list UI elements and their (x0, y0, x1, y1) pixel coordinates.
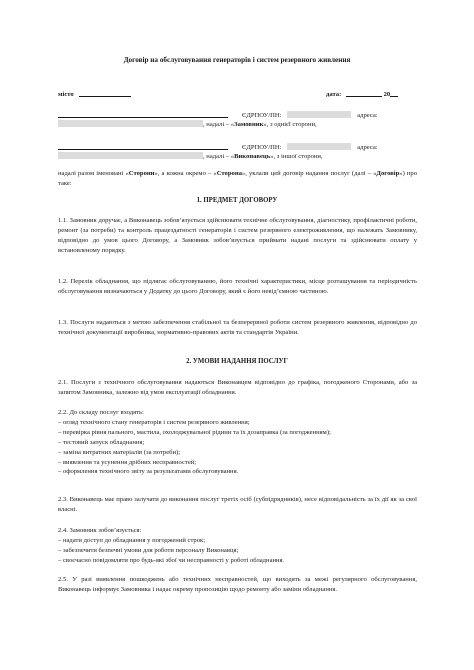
list-item: – забезпечити безпечні умови для роботи персоналу Виконавця; (58, 546, 239, 554)
customer-role: Замовник (234, 121, 264, 128)
paragraph-1-1: 1.1. Замовник доручає, а Виконавець зобов’язується здійснювати технічне обслуговування, діагностику, профілактичні роботи, ремонт (за потреби) та контроль працездатності генераторів і систем резервного електроживлення, що належать Замовнику, відповідно до умов цього Договору, а Замовник зобов’язується приймати надані послуги та здійснювати оплату у встановленому порядку. (58, 217, 417, 254)
section-1-heading: 1. ПРЕДМЕТ ДОГОВОРУ (196, 197, 278, 204)
date-row (326, 89, 398, 99)
contractor-post: », з іншої сторони, (270, 153, 323, 160)
paragraph-1-3: 1.3. Послуги надаються з метою забезпечення стабільної та безперервної роботи систем резервного живлення, відповідно до технічної документації виробника, нормативно-правових актів та стандартів України. (58, 319, 417, 336)
list-item: – своєчасно повідомляти про будь-які збої чи несправності у роботі обладнання. (58, 556, 285, 564)
intro-paragraph (58, 169, 417, 189)
paragraph-2-3: 2.3. Виконавець має право залучати до виконання послуг третіх осіб (субпідрядників), несе відповідальність за їх дії як за свої власні. (58, 496, 417, 513)
year-field[interactable] (390, 89, 398, 97)
intro-party: Сторона (216, 170, 242, 177)
date-label: дата: (326, 91, 342, 98)
contractor-role: Виконавець (234, 153, 271, 160)
list-item: – тестовий запуск обладнання; (58, 438, 145, 446)
contractor-address-field[interactable] (58, 152, 203, 159)
customer-post: », з одніє̈ї сторони, (263, 121, 317, 128)
edrpou-label: ЄДРПОУ/ПН: (242, 112, 282, 119)
paragraph-2-5: 2.5. У разі виявлення пошкоджень або технічних несправностей, що виходять за межі регулярного обслуговування, Виконавець інформує Замовника і надає окрему пропозицію щодо ремонту або заміни обладнання. (58, 576, 417, 593)
city-row (58, 89, 131, 99)
list-item: – перевірка рівня пального, мастила, охолоджувальної рідини та їх дозаправка (за погодженням); (58, 428, 331, 436)
customer-address-field[interactable] (58, 120, 203, 127)
intro-contract: Договір (376, 170, 400, 177)
city-field[interactable] (79, 89, 131, 97)
list-item: – надати доступ до обладнання у погоджений строк; (58, 536, 206, 544)
paragraph-2-2 (58, 408, 417, 477)
contractor-pre: , надалі – « (203, 153, 235, 160)
customer-row-2 (58, 120, 317, 129)
edrpou-label-2: ЄДРПОУ/ПН: (242, 144, 282, 151)
section-2-heading: 2. УМОВИ НАДАННЯ ПОСЛУГ (186, 358, 288, 365)
paragraph-2-4-title: 2.4. Замовник зобов’язується: (58, 527, 142, 534)
customer-row-1 (58, 110, 378, 120)
intro-text-3: », уклали цей договір надання (241, 170, 329, 177)
paragraph-2-2-title: 2.2. До складу послуг входять: (58, 409, 144, 416)
year-prefix: 20 (383, 91, 391, 98)
paragraph-2-4 (58, 526, 417, 566)
customer-edrpou-field[interactable] (287, 111, 351, 118)
contractor-edrpou-field[interactable] (287, 143, 351, 150)
paragraph-1-2: 1.2. Перелік обладнання, що підлягає обслуговуванню, його технічні характеристики, місце розташування та періодичність обслуговування визначаються у Додатку до цього Договору, який є його невід’ємною частиною. (58, 278, 417, 295)
list-item: – огляд технічного стану генераторів і систем резервного живлення; (58, 418, 250, 426)
customer-name-field[interactable] (58, 110, 228, 118)
list-item: – оформлення технічного звіту за результатами обслуговування. (58, 468, 239, 476)
intro-parties: Сторони (128, 170, 155, 177)
intro-text-5: ») про таке: (58, 170, 417, 187)
date-field[interactable] (346, 89, 382, 97)
contractor-row-1 (58, 142, 378, 152)
customer-pre: , надалі – « (203, 121, 235, 128)
address-label-2: адреса: (357, 144, 378, 151)
address-label: адреса: (357, 112, 378, 119)
list-item: – заміна витратних матеріалів (за потреби); (58, 448, 181, 456)
contractor-name-field[interactable] (58, 142, 228, 150)
list-item: – виявлення та усунення дрібних несправностей; (58, 458, 197, 466)
city-label: місто (58, 91, 74, 98)
intro-text-1: надалі разом іменовані « (58, 170, 129, 177)
document-title: Договір на обслуговування генераторів і систем резервного живлення (123, 56, 351, 64)
contractor-row-2 (58, 152, 323, 161)
paragraph-2-1: 2.1. Послуги з технічного обслуговування надаються Виконавцем відповідно до графіка, погодженого Сторонами, або за запитом Замовника, залежно від умов експлуатації обладнання. (58, 379, 417, 396)
intro-text-2: », а кожна окремо – « (154, 170, 217, 177)
intro-text-4: послуг (далі – « (330, 170, 377, 177)
